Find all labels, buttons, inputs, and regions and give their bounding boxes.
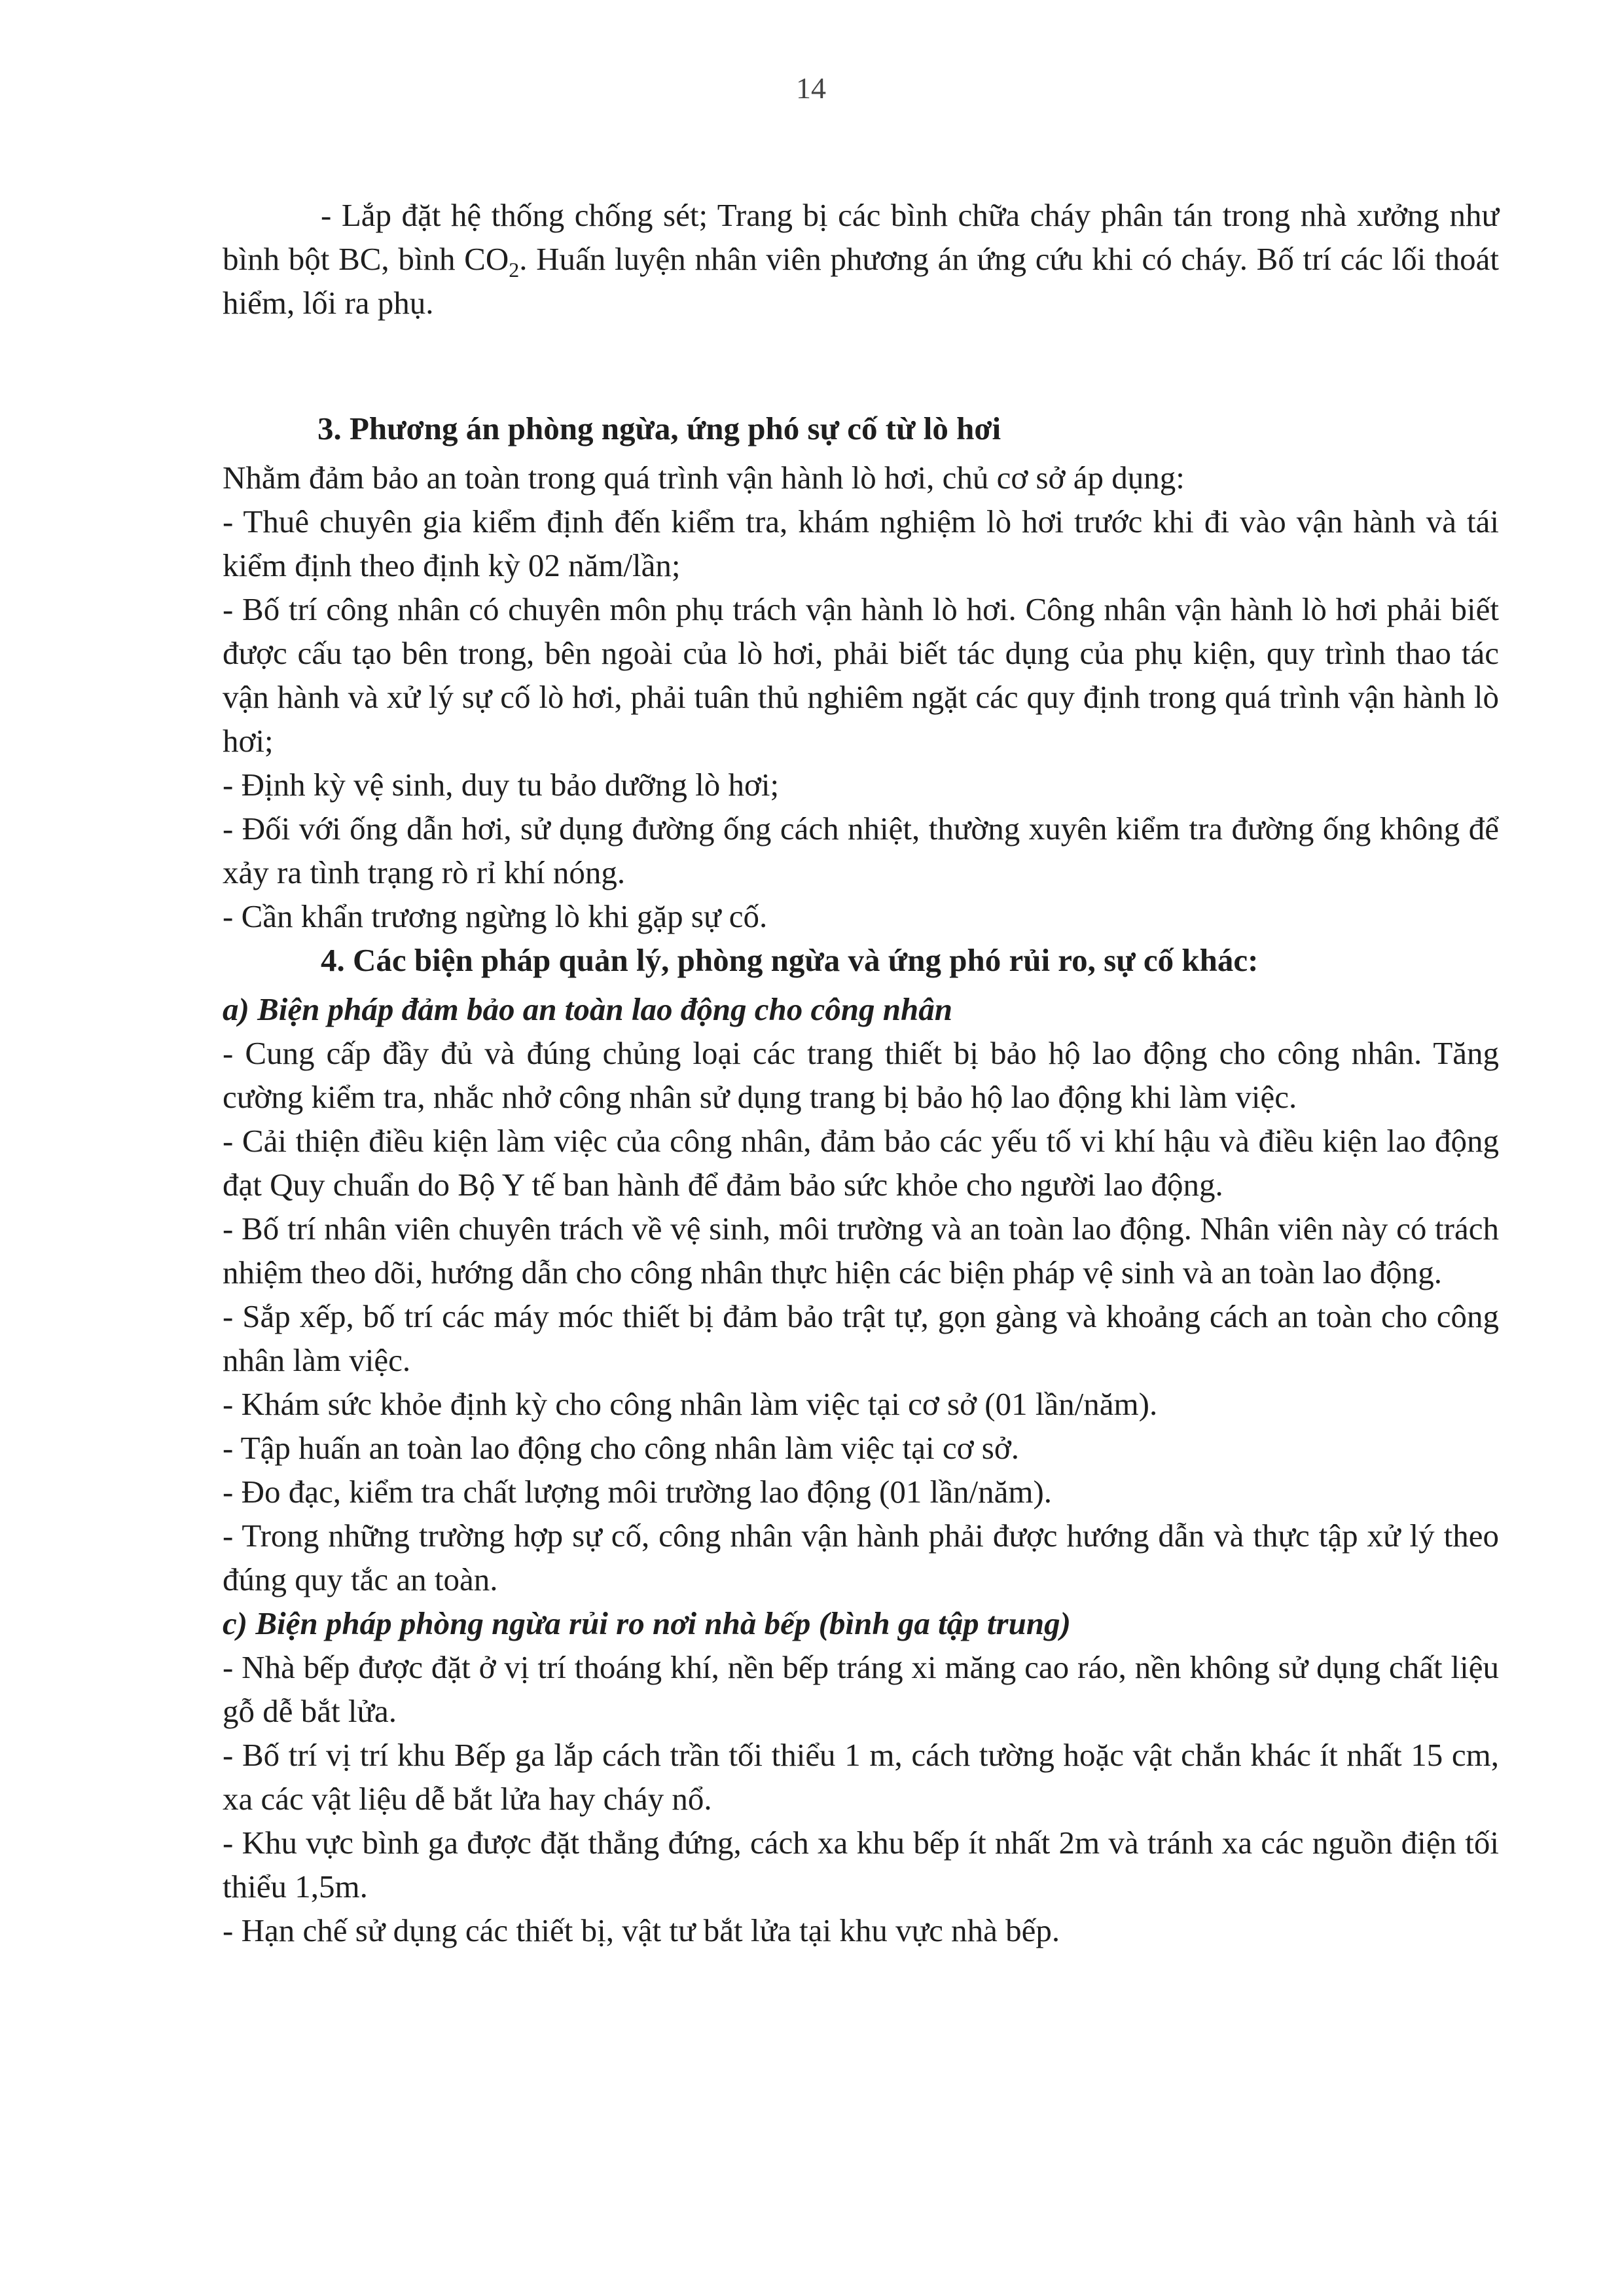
section-3-item-2: - Bố trí công nhân có chuyên môn phụ trách vận hành lò hơi. Công nhân vận hành lò hơi phải biết được cấu tạo bên trong, bên ngoài của lò hơi, phải biết tác dụng của phụ kiện, quy trình thao tác vận hành và xử lý sự cố lò hơi, phải tuân thủ nghiêm ngặt các quy định trong quá trình vận hành lò hơi; [223, 591, 1499, 759]
subsection-c-item-4: - Hạn chế sử dụng các thiết bị, vật tư bắt lửa tại khu vực nhà bếp. [223, 1912, 1060, 1948]
intro-paragraph [223, 193, 1499, 325]
section-3-item-3: - Định kỳ vệ sinh, duy tu bảo dưỡng lò hơi; [223, 767, 780, 803]
subsection-c-item-3: - Khu vực bình ga được đặt thẳng đứng, cách xa khu bếp ít nhất 2m và tránh xa các nguồn điện tối thiểu 1,5m. [223, 1825, 1499, 1904]
section-3-heading: 3. Phương án phòng ngừa, ứng phó sự cố từ lò hơi [317, 410, 1001, 446]
subsection-a-item-8: - Trong những trường hợp sự cố, công nhân vận hành phải được hướng dẫn và thực tập xử lý theo đúng quy tắc an toàn. [223, 1518, 1499, 1597]
section-3-lead: Nhằm đảm bảo an toàn trong quá trình vận hành lò hơi, chủ cơ sở áp dụng: [223, 460, 1185, 496]
section-3-item-4: - Đối với ống dẫn hơi, sử dụng đường ống cách nhiệt, thường xuyên kiểm tra đường ống không để xảy ra tình trạng rò rỉ khí nóng. [223, 811, 1499, 890]
subsection-a-heading: a) Biện pháp đảm bảo an toàn lao động cho công nhân [223, 991, 952, 1027]
subsection-a-item-3: - Bố trí nhân viên chuyên trách về vệ sinh, môi trường và an toàn lao động. Nhân viên này có trách nhiệm theo dõi, hướng dẫn cho công nhân thực hiện các biện pháp vệ sinh và an toàn lao động. [223, 1211, 1499, 1290]
document-body [223, 193, 1499, 1952]
subsection-a-item-1: - Cung cấp đầy đủ và đúng chủng loại các trang thiết bị bảo hộ lao động cho công nhân. Tăng cường kiểm tra, nhắc nhở công nhân sử dụng trang bị bảo hộ lao động khi làm việc. [223, 1035, 1499, 1115]
subsection-c-heading: c) Biện pháp phòng ngừa rủi ro nơi nhà bếp (bình ga tập trung) [223, 1605, 1071, 1641]
subsection-c-item-1: - Nhà bếp được đặt ở vị trí thoáng khí, nền bếp tráng xi măng cao ráo, nền không sử dụng chất liệu gỗ dễ bắt lửa. [223, 1649, 1499, 1729]
subsection-a-item-7: - Đo đạc, kiểm tra chất lượng môi trường lao động (01 lần/năm). [223, 1474, 1053, 1510]
intro-text-before-sub: - Lắp đặt hệ thống chống sét; Trang bị các bình chữa cháy phân tán trong nhà xưởng như bình bột BC, bình CO [223, 197, 1499, 277]
subsection-a-item-4: - Sắp xếp, bố trí các máy móc thiết bị đảm bảo trật tự, gọn gàng và khoảng cách an toàn cho công nhân làm việc. [223, 1298, 1499, 1378]
section-3-item-1: - Thuê chuyên gia kiểm định đến kiểm tra, khám nghiệm lò hơi trước khi đi vào vận hành và tái kiểm định theo định kỳ 02 năm/lần; [223, 503, 1499, 583]
section-3-item-5: - Cần khẩn trương ngừng lò khi gặp sự cố. [223, 898, 768, 934]
subsection-a-item-6: - Tập huấn an toàn lao động cho công nhân làm việc tại cơ sở. [223, 1430, 1020, 1466]
subsection-a-item-5: - Khám sức khỏe định kỳ cho công nhân làm việc tại cơ sở (01 lần/năm). [223, 1386, 1158, 1422]
intro-text-after-sub: . Huấn luyện nhân viên phương án ứng cứu khi có cháy. Bố trí các lối thoát hiểm, lối ra phụ. [223, 241, 1499, 321]
subsection-c-item-2: - Bố trí vị trí khu Bếp ga lắp cách trần tối thiểu 1 m, cách tường hoặc vật chắn khác ít nhất 15 cm, xa các vật liệu dễ bắt lửa hay cháy nổ. [223, 1737, 1499, 1817]
co2-subscript: 2 [509, 257, 520, 282]
page-number: 14 [796, 71, 826, 105]
section-4-heading: 4. Các biện pháp quản lý, phòng ngừa và ứng phó rủi ro, sự cố khác: [321, 942, 1259, 978]
subsection-a-item-2: - Cải thiện điều kiện làm việc của công nhân, đảm bảo các yếu tố vi khí hậu và điều kiện lao động đạt Quy chuẩn do Bộ Y tế ban hành để đảm bảo sức khỏe cho người lao động. [223, 1123, 1499, 1203]
